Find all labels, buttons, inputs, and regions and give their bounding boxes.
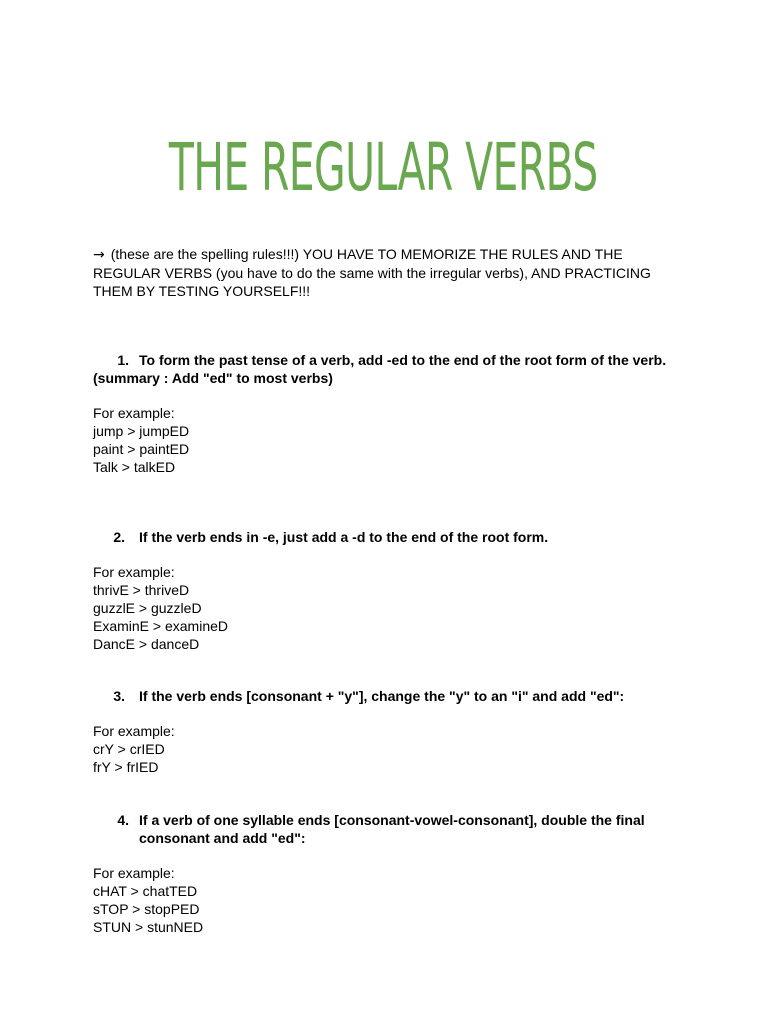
list-item: DancE > danceD (93, 636, 200, 652)
example-label: For example: (93, 723, 175, 739)
list-item: thrivE > thriveD (93, 582, 190, 598)
rule-text: If the verb ends in -e, just add a -d to the end of the root form. (139, 529, 549, 545)
rule-number: 1. (117, 352, 129, 368)
list-item: Talk > talkED (93, 459, 176, 475)
rule-continuation: (summary : Add "ed" to most verbs) (93, 370, 333, 386)
example-list-3 (93, 740, 493, 776)
example-label: For example: (93, 865, 175, 881)
list-item: ExaminE > examineD (93, 618, 229, 634)
rule-text: If the verb ends [consonant + "y"], change the "y" to an "i" and add "ed": (139, 688, 625, 704)
example-list-1 (93, 422, 493, 476)
list-item: STUN > stunNED (93, 919, 204, 935)
rule-4 (93, 811, 693, 847)
list-item: frY > frIED (93, 759, 159, 775)
list-item: crY > crIED (93, 741, 165, 757)
rule-continuation: consonant and add "ed": (139, 830, 306, 846)
rule-number: 2. (113, 529, 125, 545)
rule-text: If a verb of one syllable ends [consonant-vowel-consonant], double the final (139, 812, 645, 828)
list-item: jump > jumpED (93, 423, 190, 439)
list-item: paint > paintED (93, 441, 190, 457)
example-list-2 (93, 581, 493, 653)
rule-2 (93, 528, 693, 546)
arrow-icon: → (93, 247, 105, 263)
list-item: guzzlE > guzzleD (93, 600, 202, 616)
example-label: For example: (93, 564, 175, 580)
rule-text: To form the past tense of a verb, add -ed to the end of the root form of the verb. (139, 352, 667, 368)
intro-paragraph (93, 245, 683, 300)
page-title: THE REGULAR VERBS (168, 129, 598, 206)
intro-text: (these are the spelling rules!!!) YOU HAVE TO MEMORIZE THE RULES AND THE REGULAR VERBS (you have to do the same with the irregular verbs), AND PRACTICING THEM BY TESTING YOURSELF!!! (93, 246, 651, 299)
example-label: For example: (93, 405, 175, 421)
rule-number: 4. (117, 812, 129, 828)
list-item: cHAT > chatTED (93, 883, 198, 899)
list-item: sTOP > stopPED (93, 901, 200, 917)
rule-3 (93, 687, 693, 705)
example-list-4 (93, 882, 493, 936)
rule-1 (93, 351, 693, 387)
rule-number: 3. (113, 688, 125, 704)
